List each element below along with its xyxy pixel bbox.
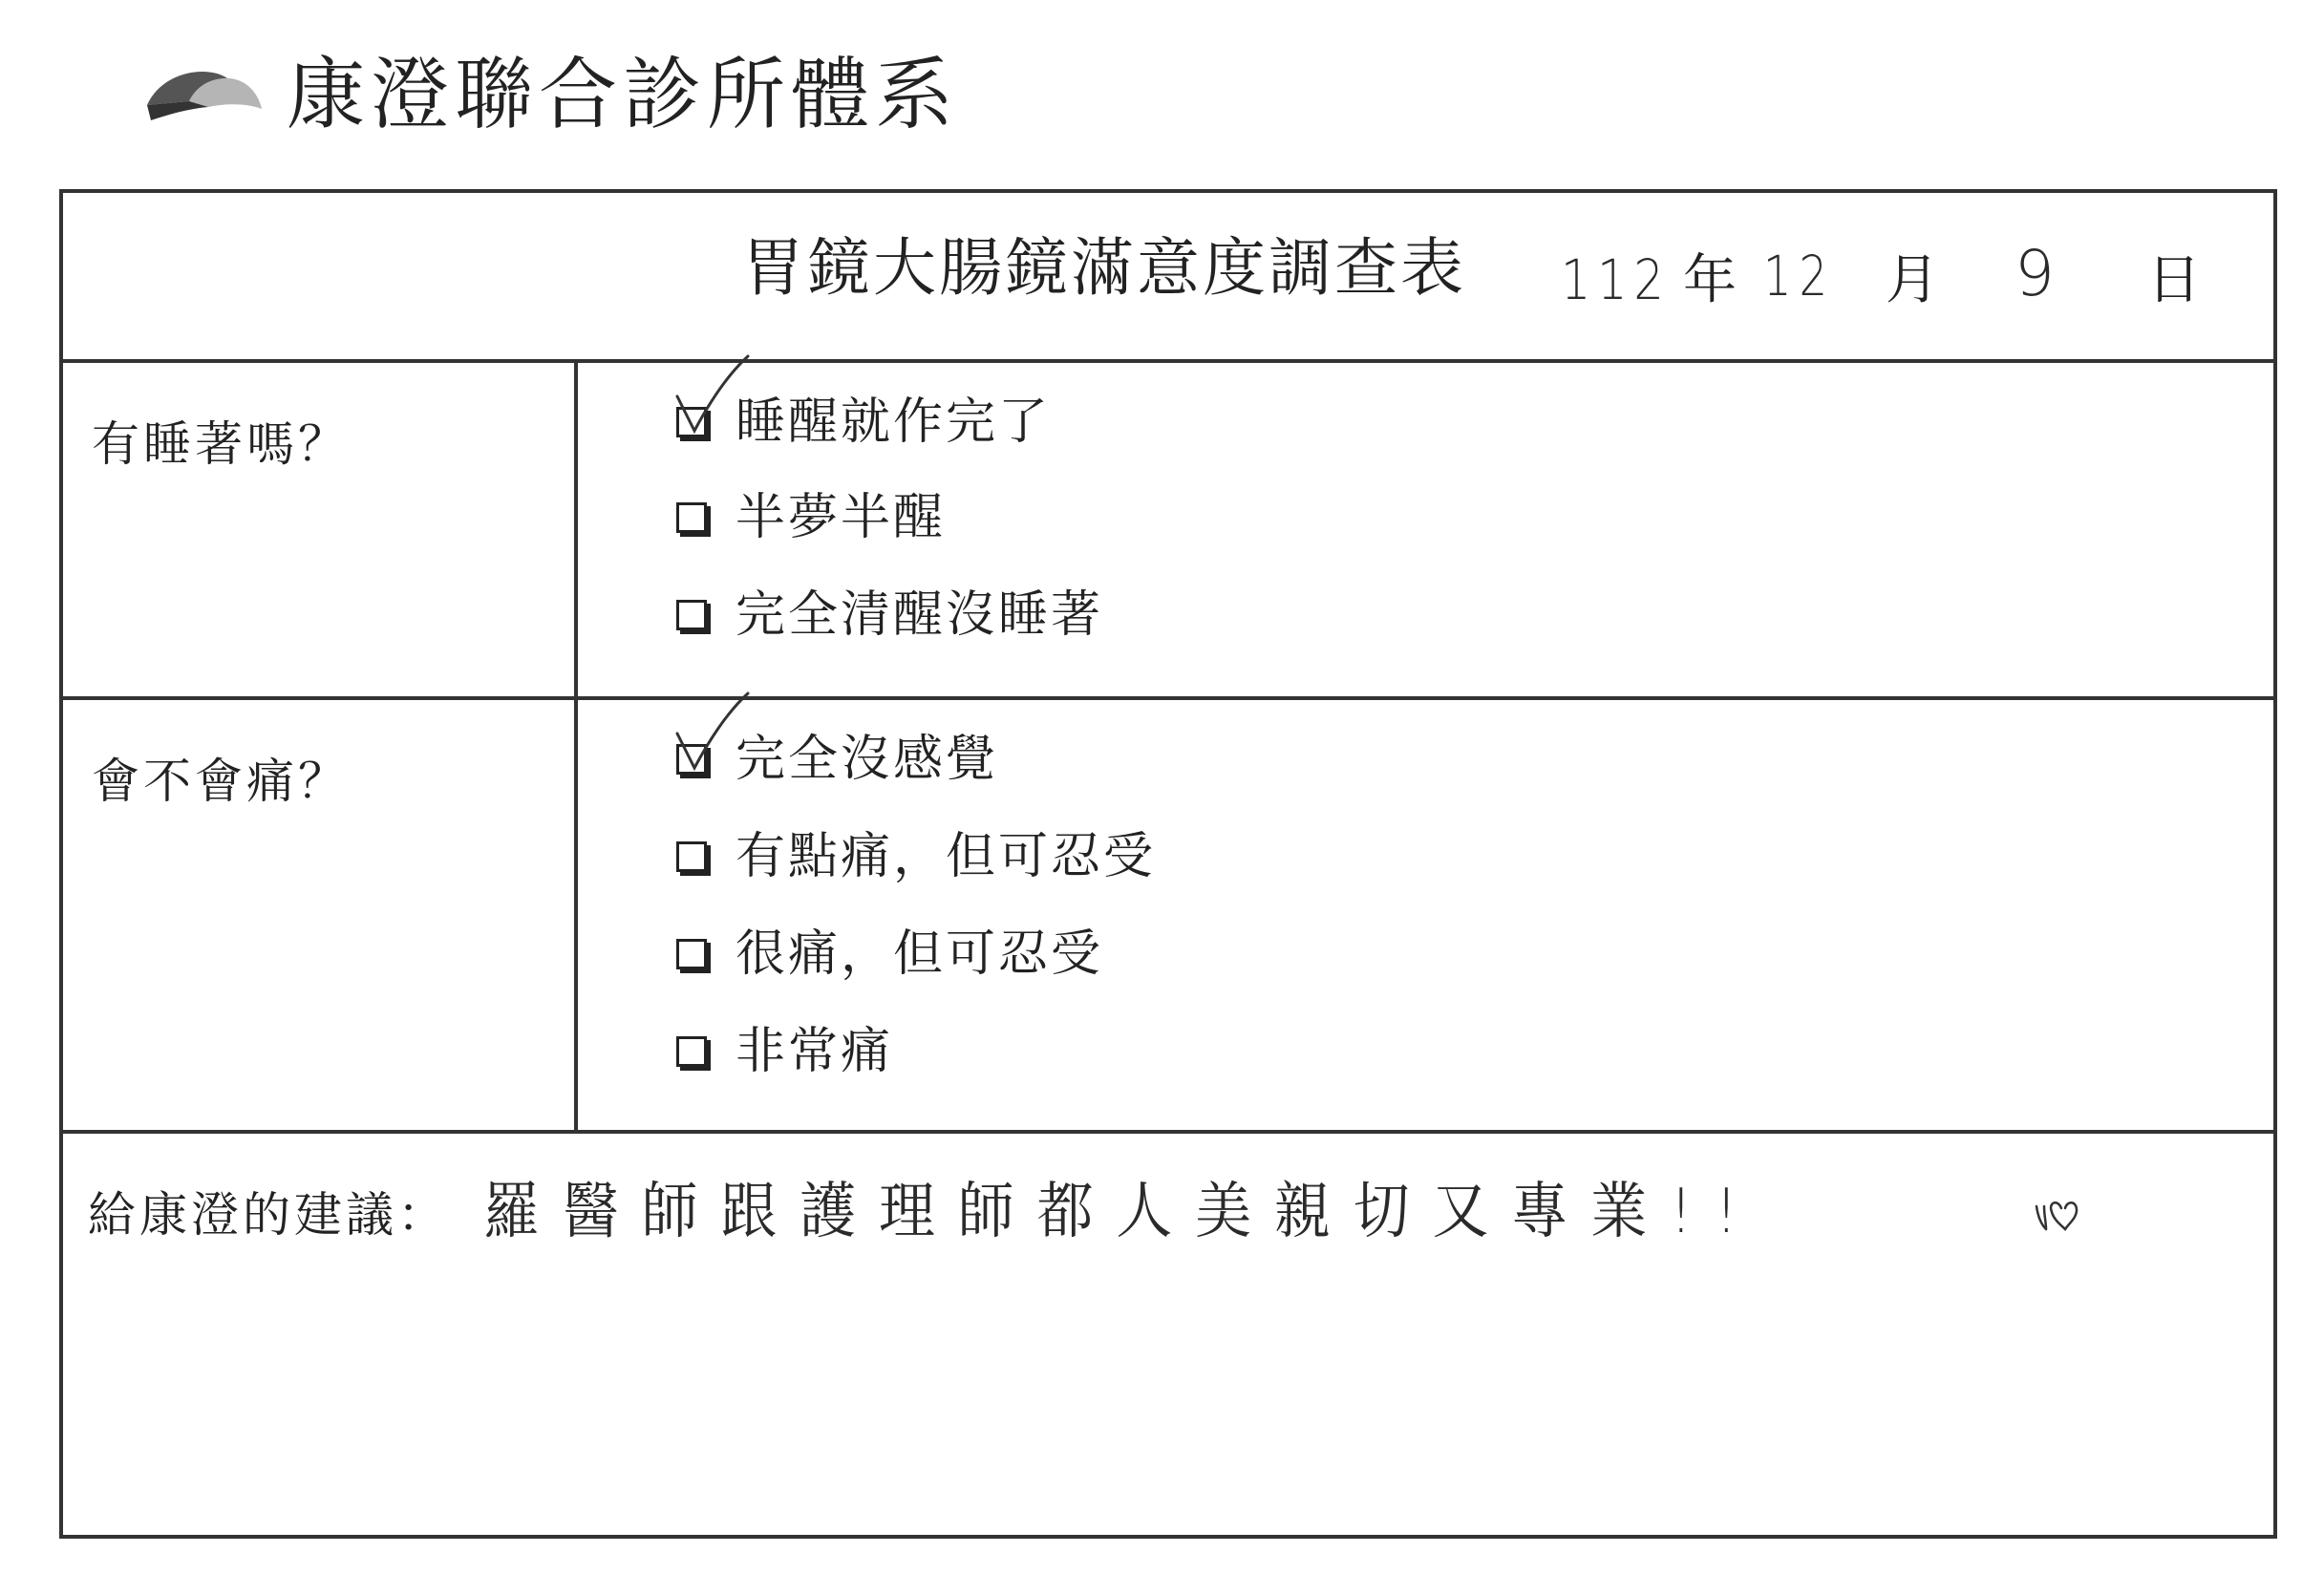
suggestion-label: 給康澄的建議： [88,1187,449,1243]
date-day-value: 9 [2015,237,2055,310]
date-month-value: 12 [1763,244,1836,308]
option-row[interactable] [676,729,998,790]
suggestion-section [63,1134,2273,1535]
fan-logo-icon [134,57,267,134]
checkbox[interactable] [676,841,707,872]
option-row[interactable] [676,1021,893,1082]
clinic-name: 康澄聯合診所體系 [287,50,960,140]
question-label: 有睡著嗎？ [92,416,350,472]
option-row[interactable] [676,392,1051,453]
question-label: 會不會痛？ [92,754,350,809]
date-day-label: 日 [2147,249,2201,311]
option-row[interactable] [676,487,946,548]
option-row[interactable] [676,585,1103,646]
option-row[interactable] [676,924,1103,985]
survey-form [59,189,2277,1539]
date-year-value: 112 [1561,247,1671,312]
option-label: 完全清醒沒睡著 [736,586,1104,644]
date-year-label: 年 [1683,249,1737,311]
checkbox[interactable] [676,502,707,533]
checkmark-icon [672,354,757,450]
option-row[interactable] [676,826,1156,887]
option-label: 很痛，但可忍受 [736,925,1104,983]
option-label: 睡醒就作完了 [736,394,1052,451]
checkbox[interactable] [676,939,707,969]
clinic-header [134,38,959,153]
checkbox[interactable] [676,1036,707,1067]
form-title: 胃鏡大腸鏡滿意度調查表 [741,231,1466,305]
checkbox-checked[interactable] [676,744,707,775]
checkmark-icon [672,691,757,787]
heart-doodle-icon [2033,1193,2080,1235]
checkbox-checked[interactable] [676,407,707,437]
form-title-row [63,193,2273,363]
checkbox[interactable] [676,600,707,630]
column-divider [574,363,578,696]
question-pain [63,700,2273,1134]
option-label: 半夢半醒 [736,489,947,546]
option-label: 非常痛 [736,1023,894,1080]
suggestion-handwritten-text[interactable]: 羅醫師跟護理師都人美親切又專業!! [483,1177,1761,1247]
option-label: 完全沒感覺 [736,731,999,788]
option-label: 有點痛，但可忍受 [736,828,1157,885]
date-month-label: 月 [1886,249,1939,311]
column-divider [574,700,578,1130]
question-sleep [63,363,2273,700]
